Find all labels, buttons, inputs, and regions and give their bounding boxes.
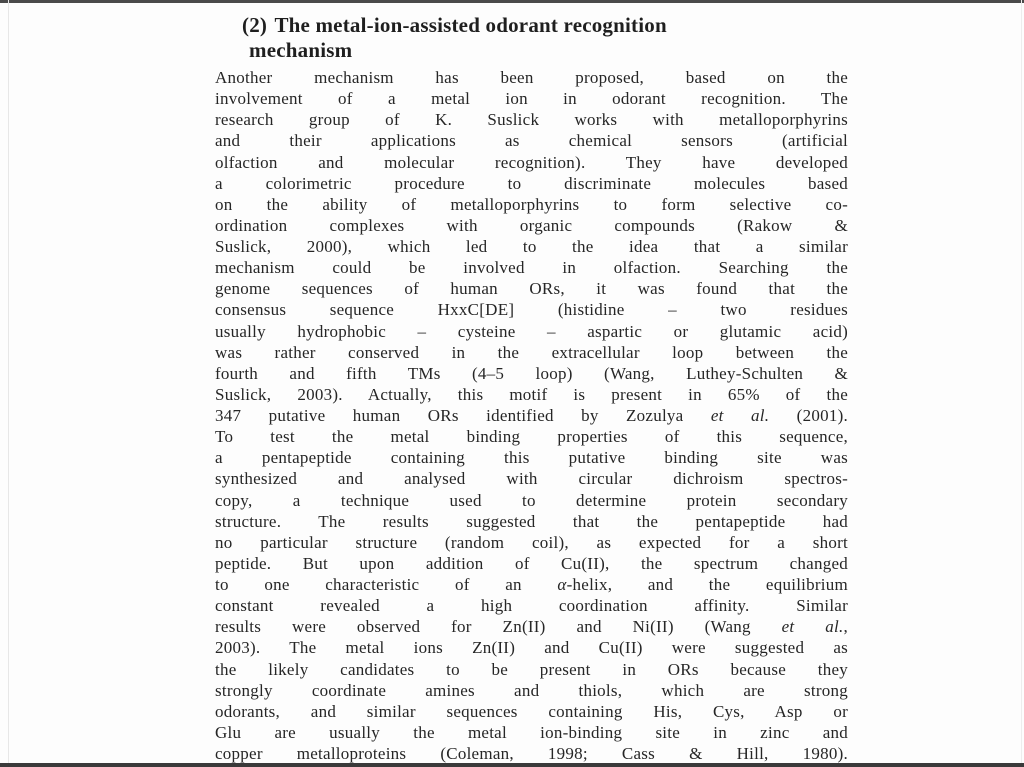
text-line: no particular structure (random coil), as expected for a short (215, 532, 848, 552)
text-line: copper metalloproteins (Coleman, 1998; Cass & Hill, 1980). (215, 744, 848, 763)
right-edge-line (1021, 0, 1022, 767)
text-line: odorants, and similar sequences containing His, Cys, Asp or (215, 701, 848, 721)
bottom-border-line (0, 763, 1024, 767)
text-line: involvement of a metal ion in odorant recognition. The (215, 89, 848, 109)
text-line: fourth and fifth TMs (4–5 loop) (Wang, Luthey-Schulten & (215, 363, 848, 383)
text-line: usually hydrophobic – cysteine – aspartic or glutamic acid) (215, 321, 848, 341)
text-line: genome sequences of human ORs, it was found that the (215, 279, 848, 299)
text-line: peptide. But upon addition of Cu(II), the spectrum changed (215, 553, 848, 573)
text-line: To test the metal binding properties of this sequence, (215, 427, 848, 447)
section-heading-line1 (242, 13, 848, 38)
text-line: mechanism could be involved in olfaction. Searching the (215, 258, 848, 278)
text-line: constant revealed a high coordination affinity. Similar (215, 596, 848, 616)
text-line: strongly coordinate amines and thiols, which are strong (215, 680, 848, 700)
text-line: Suslick, 2003). Actually, this motif is present in 65% of the (215, 384, 848, 404)
text-line: Another mechanism has been proposed, based on the (215, 68, 848, 87)
text-line: Glu are usually the metal ion-binding site in zinc and (215, 722, 848, 742)
text-line: a colorimetric procedure to discriminate molecules based (215, 173, 848, 193)
text-line: structure. The results suggested that the pentapeptide had (215, 511, 848, 531)
text-line: consensus sequence HxxC[DE] (histidine – two residues (215, 300, 848, 320)
left-edge-line (8, 0, 9, 767)
text-line: the likely candidates to be present in ORs because they (215, 659, 848, 679)
section-heading (242, 13, 848, 63)
text-line: olfaction and molecular recognition). They have developed (215, 152, 848, 172)
text-line: Suslick, 2000), which led to the idea that a similar (215, 237, 848, 256)
paragraph (215, 67, 848, 764)
text-line: and their applications as chemical sensors (artificial (215, 131, 848, 151)
text-line: copy, a technique used to determine protein secondary (215, 490, 848, 510)
top-border-line (0, 0, 1024, 3)
section-heading-text: The metal-ion-assisted odorant recognition (274, 13, 667, 37)
text-line: to one characteristic of an α-helix, and the equilibrium (215, 575, 848, 594)
text-line: synthesized and analysed with circular dichroism spectros- (215, 469, 848, 489)
text-line: ordination complexes with organic compounds (Rakow & (215, 215, 848, 235)
text-line: 347 putative human ORs identified by Zozulya et al. (2001). (215, 406, 848, 425)
text-line: results were observed for Zn(II) and Ni(II) (Wang et al., (215, 617, 848, 637)
text-line: a pentapeptide containing this putative binding site was (215, 448, 848, 468)
text-line: 2003). The metal ions Zn(II) and Cu(II) were suggested as (215, 638, 848, 658)
text-line: research group of K. Suslick works with metalloporphyrins (215, 110, 848, 130)
text-line: on the ability of metalloporphyrins to form selective co- (215, 194, 848, 214)
text-column (215, 13, 848, 764)
section-number: (2) (242, 13, 268, 37)
text-line: was rather conserved in the extracellular loop between the (215, 342, 848, 362)
section-heading-line2: mechanism (249, 38, 353, 62)
